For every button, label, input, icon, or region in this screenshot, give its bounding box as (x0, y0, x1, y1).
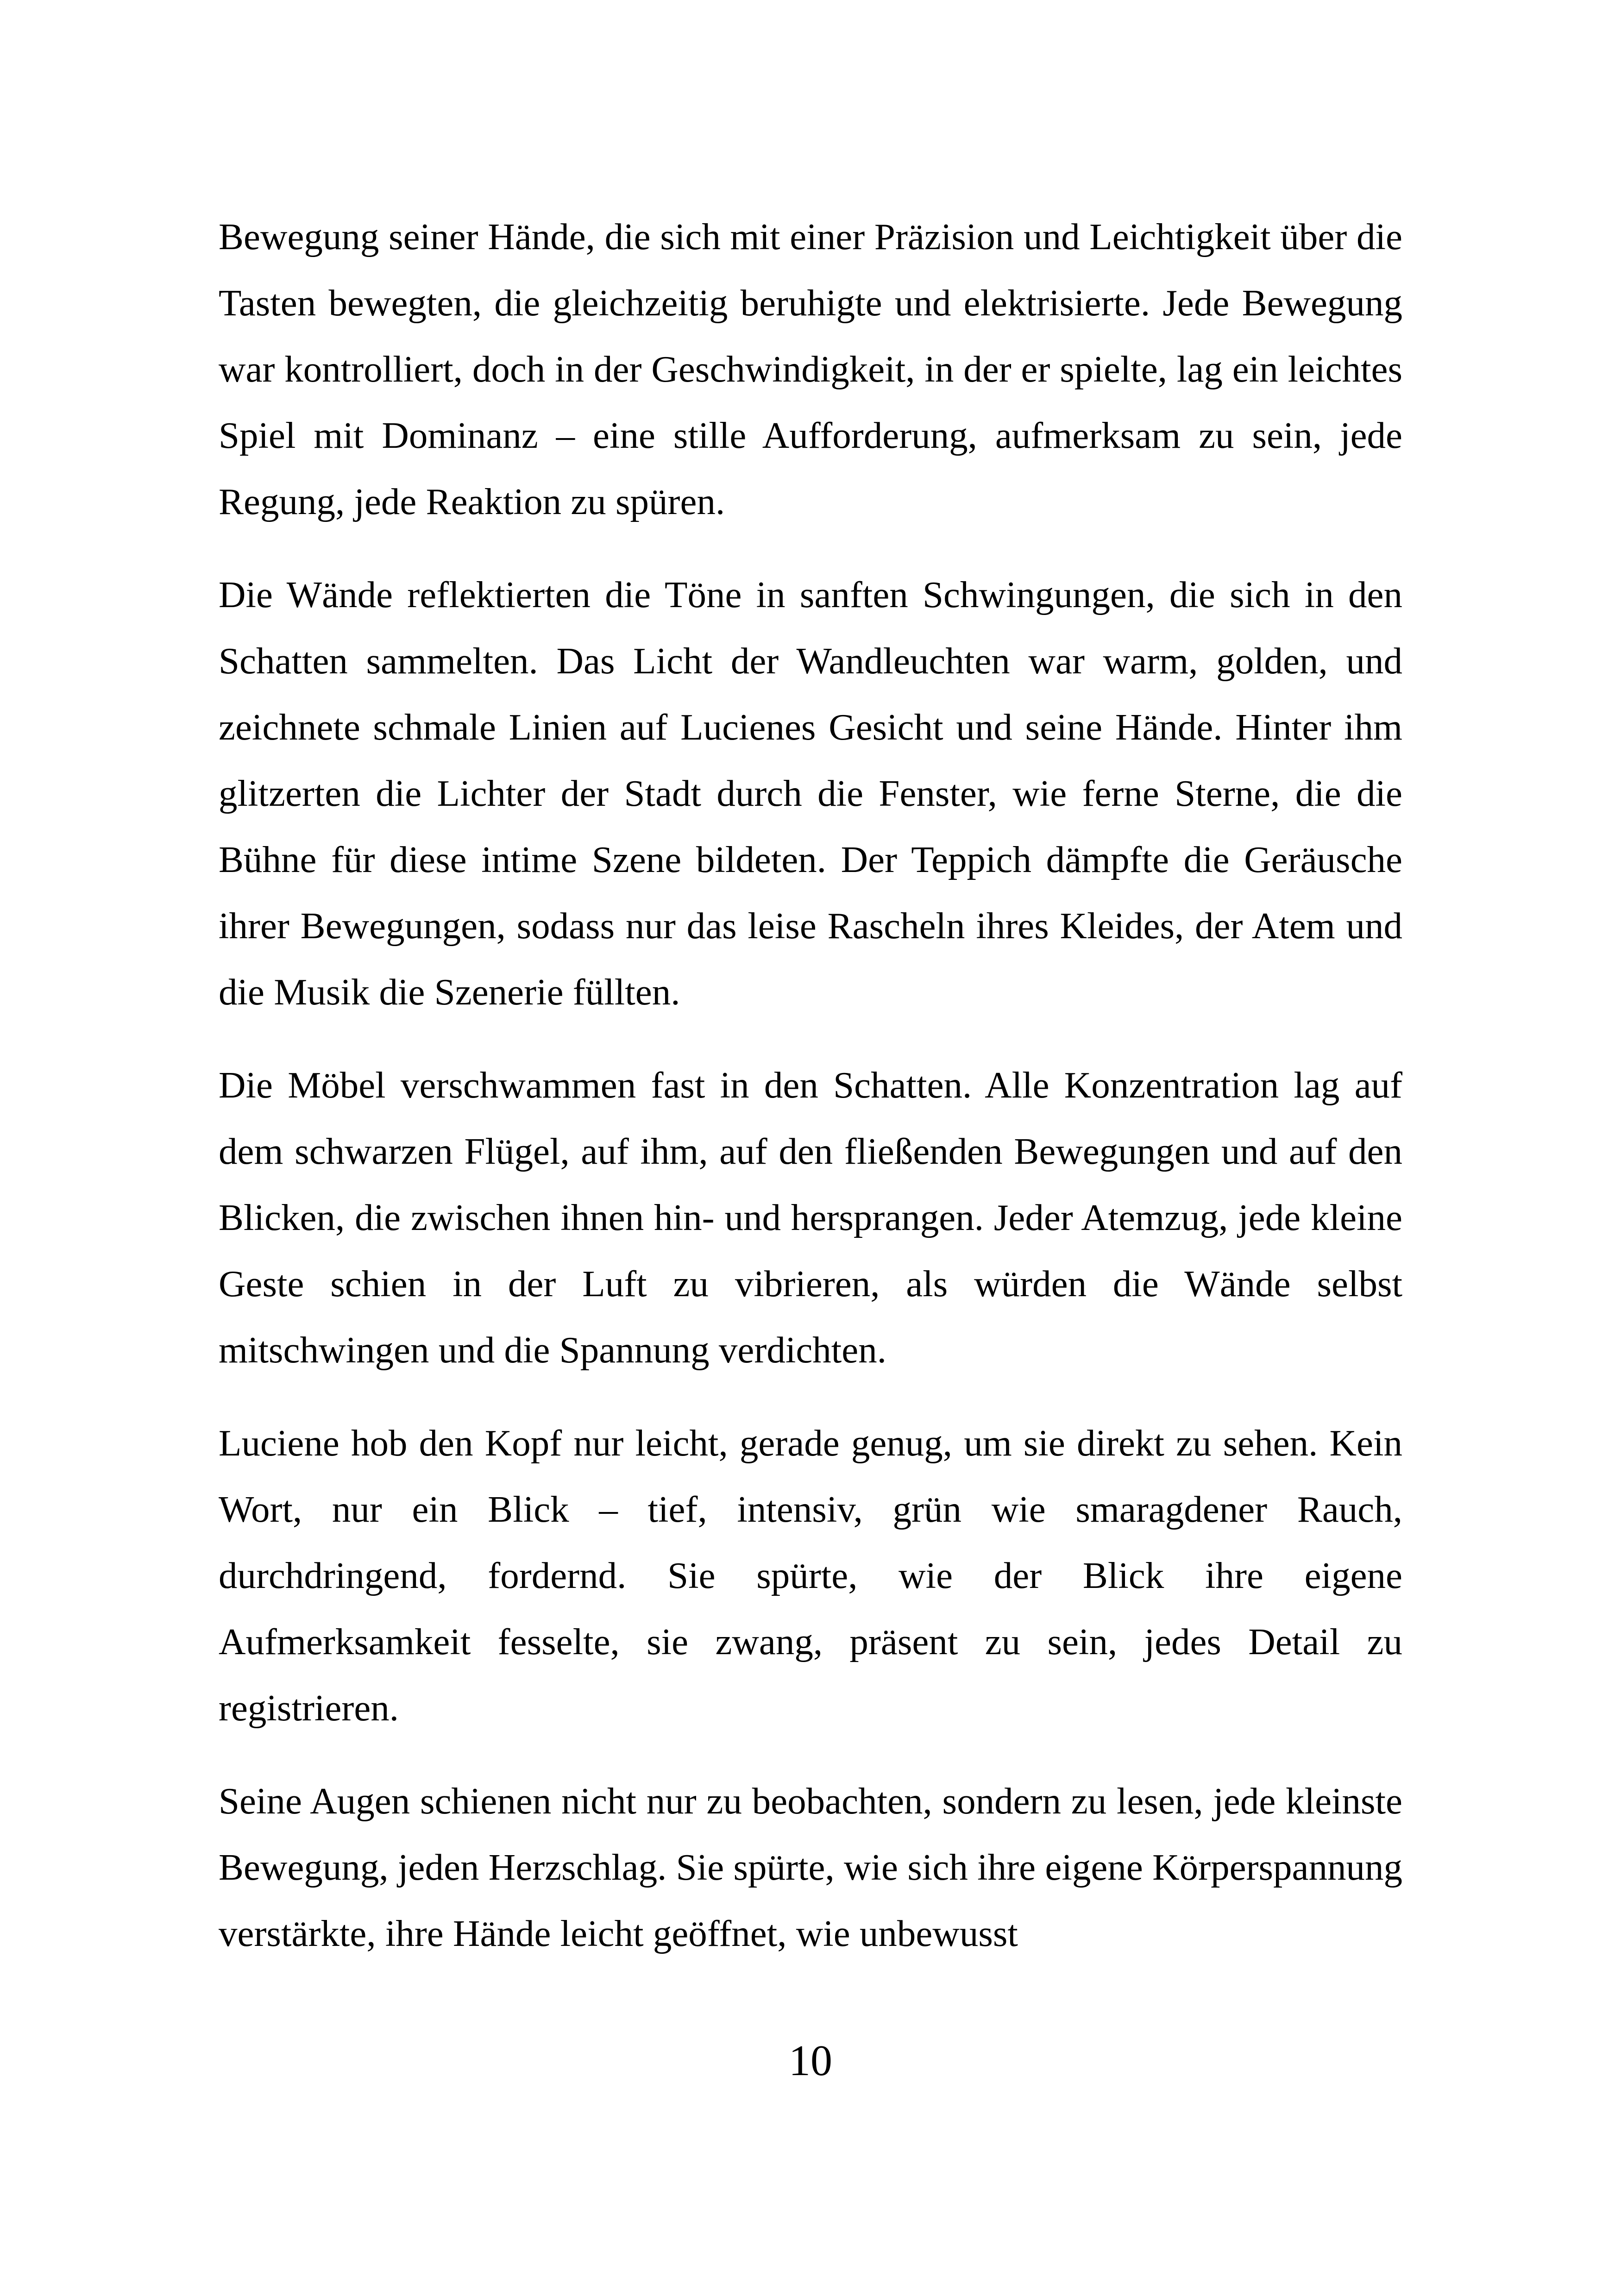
paragraph-3: Die Möbel verschwammen fast in den Schatten. Alle Konzentration lag auf dem schwarzen Flügel, auf ihm, auf den fließenden Bewegungen und auf den Blicken, die zwischen ihnen hin- und hersprangen. Jeder Atemzug, jede kleine Geste schien in der Luft zu vibrieren, als würden die Wände selbst mitschwingen und die Spannung verdichten. (219, 1064, 1402, 1371)
paragraph-2: Die Wände reflektierten die Töne in sanften Schwingungen, die sich in den Schatten sammelten. Das Licht der Wandleuchten war warm, golden, und zeichnete schmale Linien auf Lucienes Gesicht und seine Hände. Hinter ihm glitzerten die Lichter der Stadt durch die Fenster, wie ferne Sterne, die die Bühne für diese intime Szene bildeten. Der Teppich dämpfte die Geräusche ihrer Bewegungen, sodass nur das leise Rascheln ihres Kleides, der Atem und die Musik die Szenerie füllten. (219, 574, 1402, 1013)
page-number: 10 (789, 2037, 832, 2085)
paragraph-4: Luciene hob den Kopf nur leicht, gerade genug, um sie direkt zu sehen. Kein Wort, nur ein Blick – tief, intensiv, grün wie smaragdener Rauch, durchdringend, fordernd. Sie spürte, wie der Blick ihre eigene Aufmerksamkeit fesselte, sie zwang, präsent zu sein, jedes Detail zu registrieren. (219, 1422, 1402, 1729)
paragraph-5: Seine Augen schienen nicht nur zu beobachten, sondern zu lesen, jede kleinste Bewegung, jeden Herzschlag. Sie spürte, wie sich ihre eigene Körperspannung verstärkte, ihre Hände leicht geöffnet, wie unbewusst (219, 1780, 1402, 1954)
paragraph-1: Bewegung seiner Hände, die sich mit einer Präzision und Leichtigkeit über die Tasten bewegten, die gleichzeitig beruhigte und elektrisierte. Jede Bewegung war kontrolliert, doch in der Geschwindigkeit, in der er spielte, lag ein leichtes Spiel mit Dominanz – eine stille Aufforderung, aufmerksam zu sein, jede Regung, jede Reaktion zu spüren. (219, 216, 1402, 522)
body-text (219, 204, 1402, 1967)
